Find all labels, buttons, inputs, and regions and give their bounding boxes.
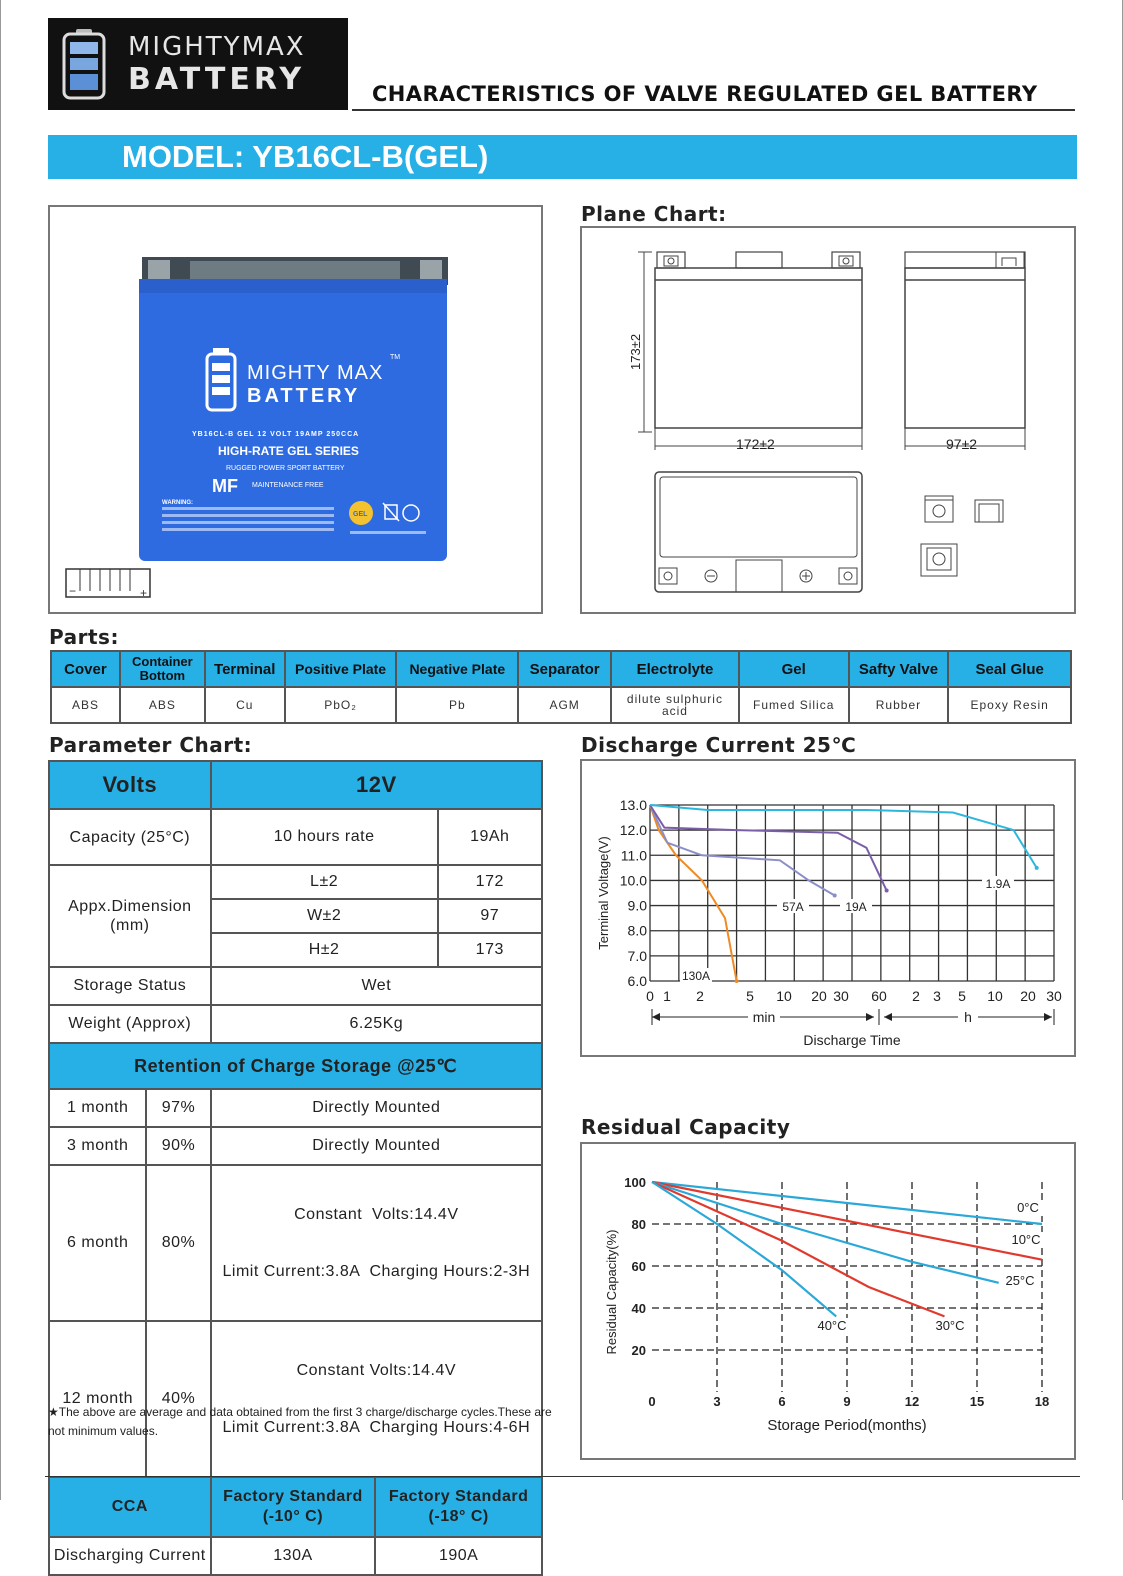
length-dimension: 172±2 <box>736 436 775 452</box>
capacity-row <box>49 809 542 865</box>
x-tick-label: 0 <box>646 988 654 1004</box>
dimension-l-value: 172 <box>438 865 542 899</box>
parameter-table <box>48 760 543 1576</box>
dimension-h-value: 173 <box>438 933 542 967</box>
x-tick-label: 5 <box>958 988 966 1004</box>
dimension-l-label: L±2 <box>211 865 438 899</box>
weight-label: Weight (Approx) <box>49 1005 211 1043</box>
capacity-rate: 10 hours rate <box>211 809 438 865</box>
x-unit-label: min <box>752 1009 776 1025</box>
parts-value-cell: Fumed Silica <box>739 687 849 723</box>
brand-name-line1: MIGHTYMAX <box>128 32 306 62</box>
x-tick-label: 3 <box>933 988 941 1004</box>
retention-pct: 90% <box>146 1127 210 1165</box>
x-axis-label: Storage Period(months) <box>767 1417 927 1434</box>
plane-chart-heading: Plane Chart: <box>581 202 727 226</box>
x-tick-label: 20 <box>811 988 827 1004</box>
brand-logo <box>48 18 348 110</box>
retention-note-line1: Constant Volts:14.4V <box>294 1206 459 1223</box>
retention-period: 12 month <box>49 1321 146 1477</box>
photo-spec-line: YB16CL-B GEL 12 VOLT 19AMP 250CCA <box>192 431 360 438</box>
parts-header-cell: Seal Glue <box>948 651 1071 687</box>
series-end-point <box>833 894 837 898</box>
parts-value-cell: ABS <box>120 687 205 723</box>
y-tick-label: 100 <box>624 1175 646 1190</box>
retention-note <box>211 1321 542 1477</box>
model-banner <box>48 135 1077 179</box>
retention-heading-row <box>49 1043 542 1089</box>
photo-gel-badge: GEL <box>353 511 368 518</box>
weight-row <box>49 1005 542 1043</box>
discharge-chart-panel <box>580 759 1076 1057</box>
x-tick-label: 60 <box>871 988 887 1004</box>
retention-period: 6 month <box>49 1165 146 1321</box>
storage-label: Storage Status <box>49 967 211 1005</box>
retention-period: 3 month <box>49 1127 146 1165</box>
x-tick-label: 1 <box>663 988 671 1004</box>
volts-value: 12V <box>211 761 542 809</box>
battery-product-image <box>50 207 541 612</box>
x-tick-label: 5 <box>746 988 754 1004</box>
dimension-row <box>49 865 542 899</box>
retention-note <box>211 1127 542 1165</box>
y-tick-label: 6.0 <box>627 973 647 989</box>
x-tick-label: 30 <box>833 988 849 1004</box>
retention-row <box>49 1321 542 1477</box>
discharge-row <box>49 1537 542 1575</box>
parts-header-cell: Container Bottom <box>120 651 205 687</box>
photo-sub: RUGGED POWER SPORT BATTERY <box>226 465 345 472</box>
y-axis-label: Terminal Voltage(V) <box>596 836 611 950</box>
series-label: 130A <box>681 969 711 983</box>
parameter-heading: Parameter Chart: <box>49 733 253 757</box>
parts-header-cell: Separator <box>518 651 611 687</box>
y-tick-label: 80 <box>631 1217 646 1232</box>
x-tick-label: 2 <box>912 988 920 1004</box>
retention-row <box>49 1127 542 1165</box>
discharge-chart-heading: Discharge Current 25℃ <box>581 733 857 757</box>
series-end-point <box>1035 866 1039 870</box>
retention-row <box>49 1165 542 1321</box>
retention-period: 1 month <box>49 1089 146 1127</box>
dimension-w-label: W±2 <box>211 899 438 933</box>
height-dimension: 173±2 <box>628 333 643 370</box>
discharge-value-2: 190A <box>375 1537 542 1575</box>
parts-header-cell: Negative Plate <box>396 651 518 687</box>
retention-note-line1: Constant Volts:14.4V <box>296 1362 457 1379</box>
parts-value-row <box>51 687 1071 723</box>
parts-heading: Parts: <box>49 625 119 649</box>
series-label: 57A <box>782 900 804 914</box>
series-label: 10°C <box>1011 1232 1041 1247</box>
x-tick-label: 10 <box>987 988 1003 1004</box>
x-axis-label: Discharge Time <box>803 1032 901 1048</box>
x-tick-label: 2 <box>696 988 704 1004</box>
series-line <box>652 1182 945 1316</box>
page-border-left <box>0 0 1 1500</box>
y-tick-label: 20 <box>631 1343 646 1358</box>
photo-brand-line2: BATTERY <box>247 385 361 407</box>
retention-note <box>211 1089 542 1127</box>
discharge-label: Discharging Current <box>49 1537 211 1575</box>
y-tick-label: 8.0 <box>627 922 647 939</box>
parts-value-cell: Rubber <box>849 687 949 723</box>
series-line <box>650 805 887 891</box>
capacity-label: Capacity (25°C) <box>49 809 211 865</box>
y-tick-label: 60 <box>631 1259 646 1274</box>
storage-row <box>49 967 542 1005</box>
retention-note-line1: Directly Mounted <box>312 1137 441 1154</box>
photo-tm: TM <box>390 354 401 361</box>
dimension-h-label: H±2 <box>211 933 438 967</box>
residual-chart-heading: Residual Capacity <box>581 1115 791 1139</box>
y-tick-label: 12.0 <box>619 822 647 839</box>
photo-mf: MF <box>212 476 238 496</box>
parts-header-cell: Gel <box>739 651 849 687</box>
model-title: MODEL: YB16CL-B(GEL) <box>122 139 489 174</box>
capacity-value: 19Ah <box>438 809 542 865</box>
brand-name-line2: BATTERY <box>128 62 306 97</box>
x-tick-label: 0 <box>648 1394 656 1409</box>
cca-label: CCA <box>49 1477 211 1537</box>
plane-chart-drawing <box>582 228 1074 612</box>
y-axis-label: Residual Capacity(%) <box>604 1229 619 1355</box>
parts-value-cell: PbO₂ <box>285 687 397 723</box>
y-tick-label: 40 <box>631 1301 646 1316</box>
retention-pct: 97% <box>146 1089 210 1127</box>
y-tick-label: 11.0 <box>620 847 647 864</box>
y-tick-label: 10.0 <box>619 872 647 889</box>
retention-note-line2: Limit Current:3.8A Charging Hours:4-6H <box>222 1419 531 1436</box>
photo-mf-label: MAINTENANCE FREE <box>252 482 324 489</box>
volts-row <box>49 761 542 809</box>
retention-heading: Retention of Charge Storage @25℃ <box>49 1043 542 1089</box>
document-title: CHARACTERISTICS OF VALVE REGULATED GEL BATTERY <box>372 82 1038 106</box>
x-tick-label: 30 <box>1046 988 1062 1004</box>
residual-chart-panel <box>580 1142 1076 1460</box>
x-unit-label: h <box>964 1009 972 1025</box>
parts-value-cell: dilute sulphuric acid <box>611 687 739 723</box>
x-tick-label: 3 <box>713 1394 721 1409</box>
polarity-diagram <box>66 569 150 600</box>
series-label: 19A <box>845 900 867 914</box>
series-label: 1.9A <box>985 877 1011 891</box>
x-tick-label: 20 <box>1020 988 1036 1004</box>
photo-warning: WARNING: <box>162 500 193 506</box>
cca-standard-2: Factory Standard (-18° C) <box>375 1477 542 1537</box>
bottom-rule <box>45 1476 1080 1477</box>
parts-header-cell: Terminal <box>205 651 285 687</box>
parts-header-cell: Positive Plate <box>285 651 397 687</box>
x-tick-label: 18 <box>1034 1394 1050 1409</box>
parts-value-cell: AGM <box>518 687 611 723</box>
cca-row <box>49 1477 542 1537</box>
y-tick-label: 7.0 <box>627 947 647 964</box>
series-label: 0°C <box>1017 1200 1039 1215</box>
y-tick-label: 13.0 <box>619 797 647 813</box>
x-tick-label: 6 <box>778 1394 786 1409</box>
plane-chart-panel <box>580 226 1076 614</box>
x-tick-label: 10 <box>776 988 792 1004</box>
retention-note-line2: Limit Current:3.8A Charging Hours:2-3H <box>222 1263 531 1280</box>
series-line <box>650 805 835 896</box>
x-tick-label: 12 <box>904 1394 920 1409</box>
dimension-label: Appx.Dimension (mm) <box>49 865 211 967</box>
parts-header-row <box>51 651 1071 687</box>
title-underline <box>352 109 1075 111</box>
retention-pct: 80% <box>146 1165 210 1321</box>
retention-row <box>49 1089 542 1127</box>
cca-standard-1: Factory Standard (-10° C) <box>211 1477 376 1537</box>
series-label: 25°C <box>1005 1273 1035 1288</box>
retention-note <box>211 1165 542 1321</box>
footnote: ★The above are average and data obtained from the first 3 charge/discharge cycles.These are not minimum values. <box>48 1405 552 1438</box>
discharge-value-1: 130A <box>211 1537 376 1575</box>
series-line <box>652 1182 836 1316</box>
series-label: 30°C <box>935 1318 965 1333</box>
parts-header-cell: Safty Valve <box>849 651 949 687</box>
x-tick-label: 15 <box>969 1394 985 1409</box>
battery-icon <box>62 28 106 100</box>
series-end-point <box>735 979 739 983</box>
parts-value-cell: ABS <box>51 687 120 723</box>
photo-series: HIGH-RATE GEL SERIES <box>218 444 359 458</box>
x-tick-label: 9 <box>843 1394 851 1409</box>
product-photo-panel <box>48 205 543 614</box>
photo-brand-line1: MIGHTY MAX <box>247 362 384 384</box>
parts-table <box>50 650 1072 724</box>
weight-value: 6.25Kg <box>211 1005 542 1043</box>
dimension-w-value: 97 <box>438 899 542 933</box>
discharge-chart <box>582 761 1074 1055</box>
parts-header-cell: Cover <box>51 651 120 687</box>
retention-note-line1: Directly Mounted <box>312 1099 441 1116</box>
series-label: 40°C <box>817 1318 847 1333</box>
svg-text:+: + <box>140 586 148 600</box>
parts-value-cell: Cu <box>205 687 285 723</box>
volts-label: Volts <box>49 761 211 809</box>
parts-header-cell: Electrolyte <box>611 651 739 687</box>
residual-chart <box>582 1144 1074 1458</box>
retention-pct: 40% <box>146 1321 210 1477</box>
series-end-point <box>885 888 889 892</box>
series-line <box>652 1182 999 1283</box>
y-tick-label: 9.0 <box>627 897 647 914</box>
parts-value-cell: Pb <box>396 687 518 723</box>
parts-value-cell: Epoxy Resin <box>948 687 1071 723</box>
width-dimension: 97±2 <box>946 436 978 452</box>
storage-value: Wet <box>211 967 542 1005</box>
svg-text:−: − <box>69 584 77 598</box>
